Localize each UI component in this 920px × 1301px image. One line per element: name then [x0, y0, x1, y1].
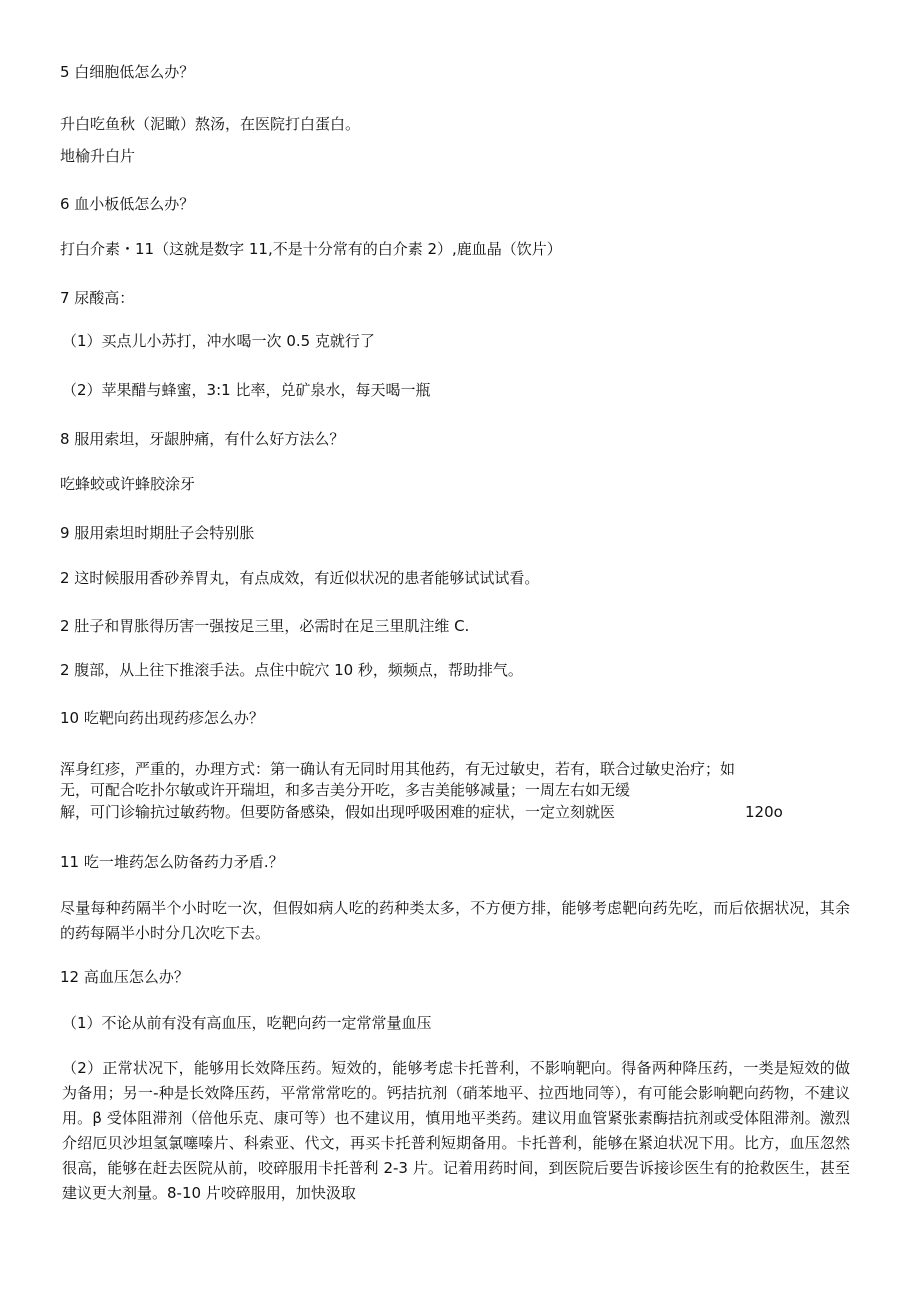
question-7: 7 尿酸高：: [60, 289, 135, 307]
question-8: 8 服用索坦，牙龈肿痛，有什么好方法么？: [60, 430, 345, 448]
answer-11: 尽量每种药隔半个小时吃一次，但假如病人吃的药种类太多，不方便方排，能够考虑靶向药先吃，而后依据状况，其余的药每隔半小时分几次吃下去。: [60, 899, 850, 942]
answer-7-line-1: （1）买点儿小苏打，冲水喝一次 0.5 克就行了: [62, 332, 375, 350]
answer-5-line-2: 地榆升白片: [60, 147, 136, 165]
answer-6: 打白介素・11（这就是数字 11,不是十分常有的白介素 2）,鹿血晶（饮片）: [60, 240, 562, 258]
question-12: 12 高血压怎么办？: [60, 968, 189, 986]
answer-10-line-3: 解，可门诊输抗过敏药物。但要防备感染，假如出现呼吸困难的症状，一定立刻就医: [60, 803, 616, 821]
answer-10-emergency-number: 120o: [745, 803, 783, 821]
answer-12-item-2: （2）正常状况下，能够用长效降压药。短效的，能够考虑卡托普利，不影响靶向。得备两种降压药，一类是短效的做为备用；另一-种是长效降压药，平常常常吃的。钙拮抗剂（硝苯地平、拉西地同等），有可能会影响靶向药物，不建议用。β 受体阻滞剂（倍他乐克、康可等）也不建议用，慎用地平类药。建议用血管紧张素酶拮抗剂或受体阻滞剂。激烈介绍厄贝沙坦氢氯噻嗪片、科索亚、代文，再买卡托普利短期备用。卡托普利，能够在紧迫状况下用。比方，血压忽然很高，能够在赶去医院从前，咬碎服用卡托普利 2-3 片。记着用药时间，到医院后要告诉接诊医生有的抢救医生，甚至建议更大剂量。8-10 片咬碎服用，加快汲取: [62, 1059, 850, 1202]
answer-5-line-1: 升白吃鱼秋（泥瞰）熬汤，在医院打白蛋白。: [60, 115, 361, 133]
question-6: 6 血小板低怎么办？: [60, 195, 195, 213]
answer-10-line-1: 浑身红疹，严重的，办理方式：第一确认有无同时用其他药，有无过敏史，若有，联合过敏史治疗；如: [60, 760, 736, 778]
answer-10-line-2: 无，可配合吃扑尔敏或许开瑞坦，和多吉美分开吃，多吉美能够减量；一周左右如无缓: [60, 781, 631, 799]
answer-9-line-3: 2 腹部，从上往下推滚手法。点住中皖穴 10 秒，频频点，帮助排气。: [60, 661, 523, 679]
answer-7-line-2: （2）苹果醋与蜂蜜，3:1 比率，兑矿泉水，每天喝一瓶: [62, 381, 431, 399]
answer-12-item-1: （1）不论从前有没有高血压，吃靶向药一定常常量血压: [62, 1014, 432, 1032]
question-9: 9 服用索坦时期肚子会特别胀: [60, 524, 255, 542]
question-10: 10 吃靶向药出现药疹怎么办？: [60, 709, 264, 727]
question-5: 5 白细胞低怎么办？: [60, 63, 195, 81]
answer-8: 吃蜂蛟或许蜂胶涂牙: [60, 475, 196, 493]
answer-9-line-2: 2 肚子和胃胀得历害一强按足三里，必需时在足三里肌注维 C.: [60, 617, 470, 635]
answer-9-line-1: 2 这时候服用香砂养胃丸，有点成效，有近似状况的患者能够试试试看。: [60, 569, 540, 587]
question-11: 11 吃一堆药怎么防备药力矛盾.？: [60, 853, 284, 871]
